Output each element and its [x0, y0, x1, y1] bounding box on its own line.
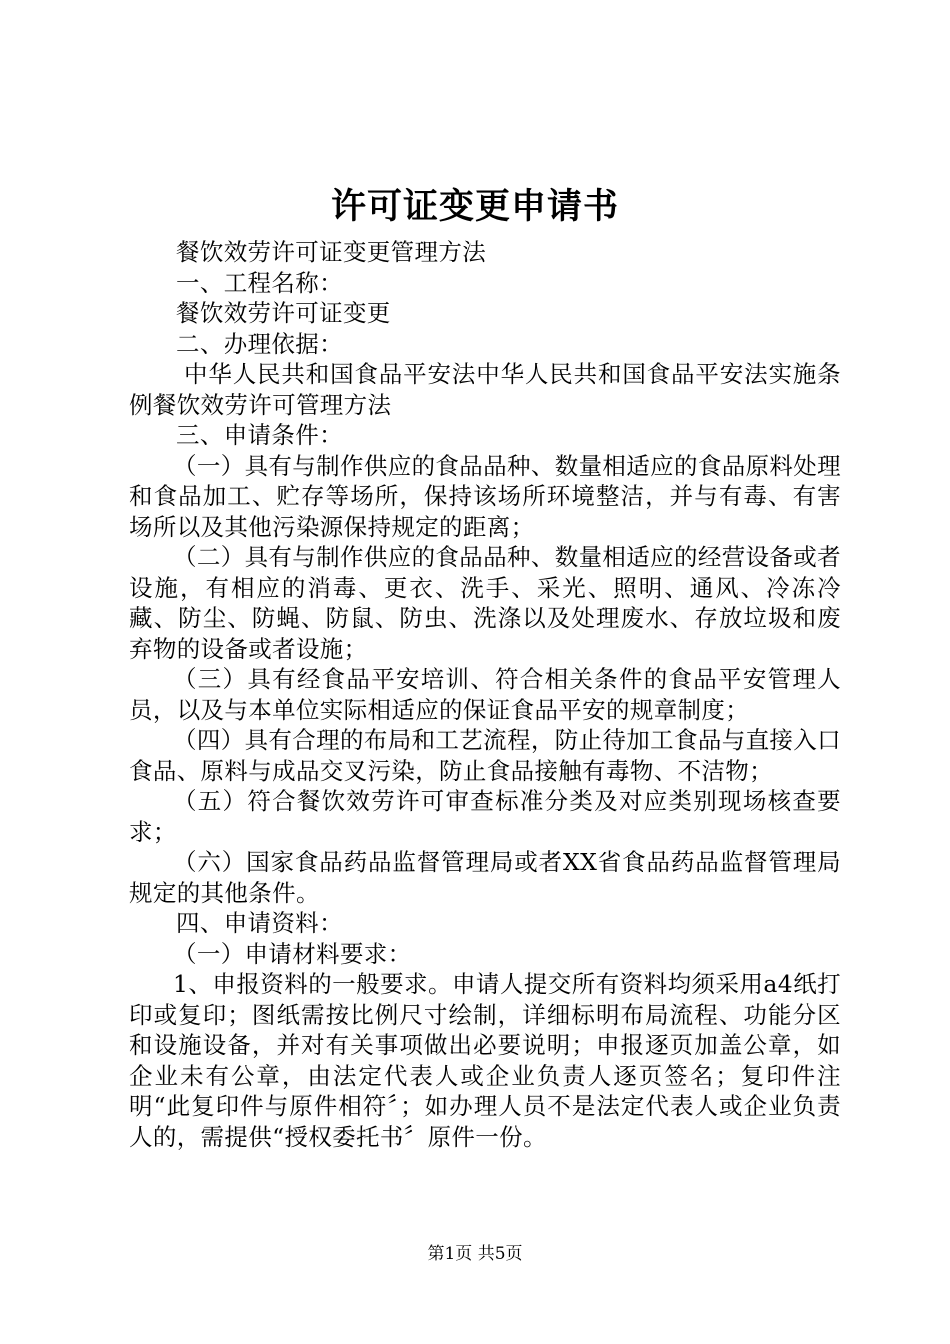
- document-title: 许可证变更申请书: [330, 186, 619, 227]
- section-heading-conditions: 三、申请条件：: [176, 421, 343, 449]
- paragraph-condition-4: （四）具有合理的布局和工艺流程，防止待加工食品与直接入口食品、原料与成品交叉污染，防止食品接触有毒物、不洁物；: [129, 726, 841, 785]
- document-body: [129, 237, 841, 1152]
- paragraph-condition-1: （一）具有与制作供应的食品品种、数量相适应的食品原料处理和食品加工、贮存等场所，保持该场所环境整洁，并与有毒、有害场所以及其他污染源保持规定的距离；: [129, 451, 841, 541]
- section-heading-materials: 四、申请资料：: [176, 909, 343, 937]
- paragraph-general-requirements: 1、申报资料的一般要求。申请人提交所有资料均须采用a4纸打印或复印；图纸需按比例尺寸绘制，详细标明布局流程、功能分区和设施设备，并对有关事项做出必要说明；申报逐页加盖公章，如企业未有公章，由法定代表人或企业负责人逐页签名；复印件注明“此复印件与原件相符〞；如办理人员不是法定代表人或企业负责人的，需提供“授权委托书〞原件一份。: [129, 970, 841, 1151]
- paragraph-condition-5: （五）符合餐饮效劳许可审查标准分类及对应类别现场核查要求；: [129, 787, 841, 846]
- subsection-heading-material-requirements: （一）申请材料要求：: [173, 939, 412, 968]
- page-number-footer: 第1页 共5页: [427, 1244, 523, 1264]
- section-heading-project-name: 一、工程名称：: [176, 268, 343, 297]
- paragraph-legal-basis: 中华人民共和国食品平安法中华人民共和国食品平安法实施条例餐饮效劳许可管理方法: [129, 360, 841, 419]
- section-heading-legal-basis: 二、办理依据：: [176, 329, 343, 358]
- paragraph-condition-6: （六）国家食品药品监督管理局或者XX省食品药品监督管理局规定的其他条件。: [129, 848, 841, 907]
- paragraph-project-name: 餐饮效劳许可证变更: [176, 299, 391, 327]
- paragraph-subtitle: 餐饮效劳许可证变更管理方法: [176, 238, 487, 266]
- paragraph-condition-2: （二）具有与制作供应的食品品种、数量相适应的经营设备或者设施，有相应的消毒、更衣、洗手、采光、照明、通风、冷冻冷藏、防尘、防蝇、防鼠、防虫、洗涤以及处理废水、存放垃圾和废弃物的设备或者设施；: [129, 543, 841, 663]
- paragraph-condition-3: （三）具有经食品平安培训、符合相关条件的食品平安管理人员，以及与本单位实际相适应的保证食品平安的规章制度；: [129, 665, 841, 724]
